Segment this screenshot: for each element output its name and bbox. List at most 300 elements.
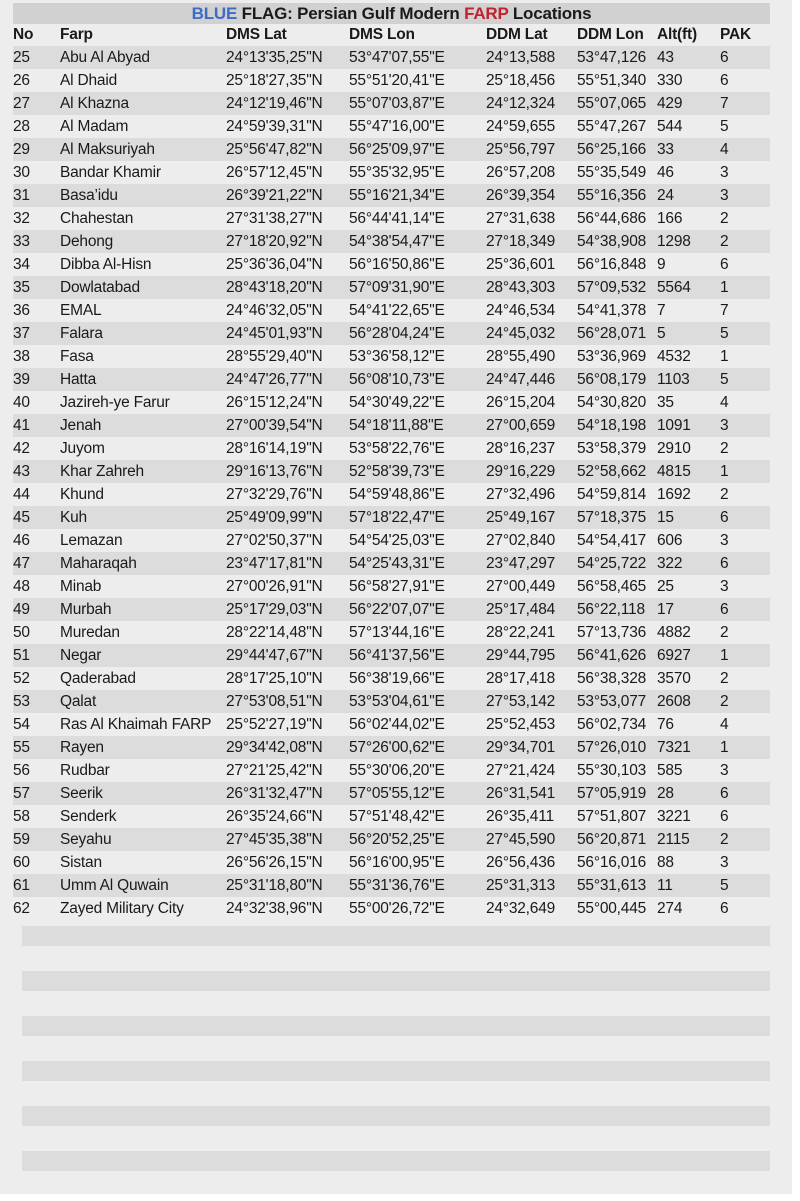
cell-ddm-lat: 29°16,229 bbox=[486, 463, 556, 480]
table-row bbox=[13, 322, 770, 345]
cell-no: 54 bbox=[13, 716, 30, 733]
cell-pak: 6 bbox=[720, 49, 729, 66]
cell-ddm-lat: 28°16,237 bbox=[486, 440, 556, 457]
cell-pak: 3 bbox=[720, 417, 729, 434]
cell-ddm-lat: 26°39,354 bbox=[486, 187, 556, 204]
table-row bbox=[13, 897, 770, 920]
cell-dms-lon: 54°30'49,22"E bbox=[349, 394, 445, 411]
cell-no: 60 bbox=[13, 854, 30, 871]
table-row bbox=[13, 805, 770, 828]
cell-ddm-lon: 55°47,267 bbox=[577, 118, 647, 135]
table-row bbox=[13, 161, 770, 184]
cell-farp: Rayen bbox=[60, 739, 104, 756]
cell-no: 50 bbox=[13, 624, 30, 641]
cell-alt-ft: 88 bbox=[657, 854, 674, 871]
cell-pak: 1 bbox=[720, 739, 729, 756]
cell-farp: Dibba Al-Hisn bbox=[60, 256, 152, 273]
header-dms-lat: DMS Lat bbox=[226, 26, 287, 43]
cell-no: 46 bbox=[13, 532, 30, 549]
cell-ddm-lon: 55°07,065 bbox=[577, 95, 647, 112]
cell-alt-ft: 9 bbox=[657, 256, 666, 273]
cell-no: 38 bbox=[13, 348, 30, 365]
cell-alt-ft: 46 bbox=[657, 164, 674, 181]
cell-dms-lon: 57°13'44,16"E bbox=[349, 624, 445, 641]
cell-pak: 2 bbox=[720, 624, 729, 641]
cell-farp: Al Madam bbox=[60, 118, 129, 135]
cell-farp: Al Maksuriyah bbox=[60, 141, 155, 158]
cell-farp: Qalat bbox=[60, 693, 97, 710]
cell-pak: 1 bbox=[720, 348, 729, 365]
cell-pak: 6 bbox=[720, 72, 729, 89]
cell-pak: 6 bbox=[720, 808, 729, 825]
title-segment-mid: FLAG: Persian Gulf Modern bbox=[237, 4, 465, 23]
cell-dms-lat: 24°32'38,96"N bbox=[226, 900, 323, 917]
title-segment-blue: BLUE bbox=[191, 4, 238, 23]
cell-ddm-lon: 56°41,626 bbox=[577, 647, 647, 664]
cell-dms-lon: 57°26'00,62"E bbox=[349, 739, 445, 756]
cell-no: 44 bbox=[13, 486, 30, 503]
cell-pak: 1 bbox=[720, 279, 729, 296]
cell-alt-ft: 429 bbox=[657, 95, 683, 112]
cell-pak: 2 bbox=[720, 831, 729, 848]
cell-ddm-lon: 55°35,549 bbox=[577, 164, 647, 181]
cell-ddm-lat: 26°56,436 bbox=[486, 854, 556, 871]
cell-dms-lon: 54°54'25,03"E bbox=[349, 532, 445, 549]
cell-farp: Hatta bbox=[60, 371, 97, 388]
cell-farp: Abu Al Abyad bbox=[60, 49, 150, 66]
cell-ddm-lon: 52°58,662 bbox=[577, 463, 647, 480]
cell-no: 49 bbox=[13, 601, 30, 618]
cell-farp: Fasa bbox=[60, 348, 94, 365]
cell-no: 58 bbox=[13, 808, 30, 825]
cell-dms-lon: 54°38'54,47"E bbox=[349, 233, 445, 250]
cell-ddm-lat: 26°57,208 bbox=[486, 164, 556, 181]
cell-ddm-lon: 55°30,103 bbox=[577, 762, 647, 779]
cell-farp: Qaderabad bbox=[60, 670, 136, 687]
cell-ddm-lon: 56°38,328 bbox=[577, 670, 647, 687]
cell-dms-lat: 29°34'42,08"N bbox=[226, 739, 323, 756]
header-ddm-lon: DDM Lon bbox=[577, 26, 644, 43]
cell-dms-lat: 27°21'25,42"N bbox=[226, 762, 323, 779]
empty-row-stripe bbox=[22, 1151, 770, 1171]
cell-no: 37 bbox=[13, 325, 30, 342]
cell-farp: Dehong bbox=[60, 233, 114, 250]
cell-pak: 3 bbox=[720, 854, 729, 871]
cell-ddm-lon: 56°20,871 bbox=[577, 831, 647, 848]
cell-dms-lat: 26°56'26,15"N bbox=[226, 854, 323, 871]
cell-dms-lon: 55°35'32,95"E bbox=[349, 164, 445, 181]
cell-no: 27 bbox=[13, 95, 30, 112]
cell-dms-lon: 56°44'41,14"E bbox=[349, 210, 445, 227]
cell-alt-ft: 35 bbox=[657, 394, 674, 411]
cell-ddm-lon: 55°00,445 bbox=[577, 900, 647, 917]
cell-dms-lat: 25°52'27,19"N bbox=[226, 716, 323, 733]
farp-locations-table bbox=[13, 24, 770, 920]
cell-no: 31 bbox=[13, 187, 30, 204]
cell-ddm-lat: 25°17,484 bbox=[486, 601, 556, 618]
table-row bbox=[13, 46, 770, 69]
cell-ddm-lat: 28°55,490 bbox=[486, 348, 556, 365]
cell-ddm-lat: 26°15,204 bbox=[486, 394, 556, 411]
cell-alt-ft: 4882 bbox=[657, 624, 691, 641]
cell-ddm-lon: 56°25,166 bbox=[577, 141, 647, 158]
cell-dms-lon: 53°58'22,76"E bbox=[349, 440, 445, 457]
empty-row-stripe bbox=[22, 1061, 770, 1081]
cell-dms-lat: 27°00'26,91"N bbox=[226, 578, 323, 595]
cell-pak: 3 bbox=[720, 578, 729, 595]
cell-alt-ft: 1298 bbox=[657, 233, 691, 250]
cell-dms-lon: 55°07'03,87"E bbox=[349, 95, 445, 112]
cell-dms-lat: 26°39'21,22"N bbox=[226, 187, 323, 204]
page-title bbox=[13, 3, 770, 24]
cell-no: 45 bbox=[13, 509, 30, 526]
cell-dms-lat: 24°45'01,93"N bbox=[226, 325, 323, 342]
cell-ddm-lon: 55°51,340 bbox=[577, 72, 647, 89]
cell-ddm-lat: 25°31,313 bbox=[486, 877, 556, 894]
cell-no: 52 bbox=[13, 670, 30, 687]
cell-alt-ft: 15 bbox=[657, 509, 674, 526]
cell-dms-lat: 27°45'35,38"N bbox=[226, 831, 323, 848]
cell-pak: 2 bbox=[720, 693, 729, 710]
header-alt-ft: Alt(ft) bbox=[657, 26, 697, 43]
cell-no: 26 bbox=[13, 72, 30, 89]
cell-pak: 1 bbox=[720, 647, 729, 664]
cell-ddm-lat: 27°18,349 bbox=[486, 233, 556, 250]
cell-ddm-lon: 56°28,071 bbox=[577, 325, 647, 342]
cell-ddm-lat: 27°45,590 bbox=[486, 831, 556, 848]
cell-alt-ft: 606 bbox=[657, 532, 683, 549]
cell-ddm-lat: 23°47,297 bbox=[486, 555, 556, 572]
cell-ddm-lat: 25°18,456 bbox=[486, 72, 556, 89]
cell-alt-ft: 5564 bbox=[657, 279, 691, 296]
cell-ddm-lon: 54°41,378 bbox=[577, 302, 647, 319]
cell-dms-lon: 52°58'39,73"E bbox=[349, 463, 445, 480]
cell-ddm-lon: 53°53,077 bbox=[577, 693, 647, 710]
cell-dms-lat: 24°13'35,25"N bbox=[226, 49, 323, 66]
cell-dms-lon: 56°28'04,24"E bbox=[349, 325, 445, 342]
cell-no: 28 bbox=[13, 118, 30, 135]
cell-pak: 4 bbox=[720, 394, 729, 411]
empty-row-stripe bbox=[22, 926, 770, 946]
cell-no: 56 bbox=[13, 762, 30, 779]
table-header-row bbox=[13, 24, 770, 46]
cell-ddm-lat: 26°35,411 bbox=[486, 808, 554, 825]
table-row bbox=[13, 391, 770, 414]
cell-alt-ft: 5 bbox=[657, 325, 666, 342]
cell-alt-ft: 1091 bbox=[657, 417, 691, 434]
cell-alt-ft: 2608 bbox=[657, 693, 691, 710]
cell-dms-lat: 26°15'12,24"N bbox=[226, 394, 323, 411]
cell-no: 25 bbox=[13, 49, 30, 66]
cell-farp: Sistan bbox=[60, 854, 102, 871]
empty-row-stripe bbox=[22, 1016, 770, 1036]
cell-dms-lat: 27°00'39,54"N bbox=[226, 417, 323, 434]
cell-dms-lon: 56°25'09,97"E bbox=[349, 141, 445, 158]
cell-pak: 6 bbox=[720, 785, 729, 802]
header-ddm-lat: DDM Lat bbox=[486, 26, 548, 43]
cell-dms-lat: 28°17'25,10"N bbox=[226, 670, 323, 687]
cell-pak: 5 bbox=[720, 325, 729, 342]
cell-ddm-lon: 54°38,908 bbox=[577, 233, 647, 250]
cell-alt-ft: 274 bbox=[657, 900, 683, 917]
table-row bbox=[13, 667, 770, 690]
cell-dms-lat: 28°43'18,20"N bbox=[226, 279, 323, 296]
cell-dms-lat: 27°32'29,76"N bbox=[226, 486, 323, 503]
cell-farp: Jazireh-ye Farur bbox=[60, 394, 170, 411]
cell-dms-lon: 56°38'19,66"E bbox=[349, 670, 445, 687]
cell-ddm-lon: 57°09,532 bbox=[577, 279, 647, 296]
cell-farp: Al Dhaid bbox=[60, 72, 117, 89]
cell-no: 55 bbox=[13, 739, 30, 756]
cell-farp: Al Khazna bbox=[60, 95, 129, 112]
cell-no: 30 bbox=[13, 164, 30, 181]
cell-dms-lon: 55°31'36,76"E bbox=[349, 877, 445, 894]
table-row bbox=[13, 690, 770, 713]
cell-dms-lon: 54°25'43,31"E bbox=[349, 555, 445, 572]
cell-dms-lon: 57°09'31,90"E bbox=[349, 279, 445, 296]
cell-ddm-lon: 56°44,686 bbox=[577, 210, 647, 227]
cell-alt-ft: 7321 bbox=[657, 739, 691, 756]
table-row bbox=[13, 506, 770, 529]
cell-dms-lat: 27°02'50,37"N bbox=[226, 532, 323, 549]
cell-dms-lat: 29°16'13,76"N bbox=[226, 463, 323, 480]
cell-dms-lat: 25°49'09,99"N bbox=[226, 509, 323, 526]
cell-pak: 3 bbox=[720, 187, 729, 204]
cell-ddm-lon: 56°08,179 bbox=[577, 371, 647, 388]
header-no: No bbox=[13, 26, 34, 43]
cell-ddm-lat: 24°13,588 bbox=[486, 49, 556, 66]
cell-ddm-lat: 25°56,797 bbox=[486, 141, 556, 158]
cell-pak: 7 bbox=[720, 95, 729, 112]
cell-ddm-lon: 55°16,356 bbox=[577, 187, 647, 204]
cell-dms-lon: 57°05'55,12"E bbox=[349, 785, 445, 802]
cell-dms-lon: 56°16'00,95"E bbox=[349, 854, 445, 871]
cell-dms-lat: 26°35'24,66"N bbox=[226, 808, 323, 825]
cell-ddm-lat: 27°00,659 bbox=[486, 417, 556, 434]
cell-pak: 6 bbox=[720, 900, 729, 917]
table-row bbox=[13, 529, 770, 552]
table-row bbox=[13, 575, 770, 598]
cell-ddm-lon: 57°18,375 bbox=[577, 509, 647, 526]
cell-dms-lon: 56°08'10,73"E bbox=[349, 371, 445, 388]
cell-alt-ft: 17 bbox=[657, 601, 674, 618]
cell-dms-lon: 57°51'48,42"E bbox=[349, 808, 445, 825]
empty-row-stripe bbox=[22, 1106, 770, 1126]
cell-ddm-lat: 25°52,453 bbox=[486, 716, 556, 733]
cell-farp: Senderk bbox=[60, 808, 117, 825]
table-row bbox=[13, 368, 770, 391]
cell-dms-lat: 25°56'47,82"N bbox=[226, 141, 323, 158]
cell-ddm-lat: 24°59,655 bbox=[486, 118, 556, 135]
cell-dms-lon: 56°02'44,02"E bbox=[349, 716, 445, 733]
cell-dms-lon: 55°00'26,72"E bbox=[349, 900, 445, 917]
cell-pak: 2 bbox=[720, 486, 729, 503]
cell-no: 43 bbox=[13, 463, 30, 480]
cell-dms-lat: 27°31'38,27"N bbox=[226, 210, 323, 227]
cell-ddm-lat: 28°43,303 bbox=[486, 279, 556, 296]
table-row bbox=[13, 782, 770, 805]
cell-ddm-lat: 27°02,840 bbox=[486, 532, 556, 549]
cell-alt-ft: 2115 bbox=[657, 831, 690, 848]
cell-alt-ft: 4815 bbox=[657, 463, 691, 480]
table-row bbox=[13, 483, 770, 506]
table-row bbox=[13, 414, 770, 437]
cell-no: 40 bbox=[13, 394, 30, 411]
cell-dms-lon: 55°30'06,20"E bbox=[349, 762, 445, 779]
table-row bbox=[13, 851, 770, 874]
cell-farp: Basa’idu bbox=[60, 187, 118, 204]
cell-ddm-lon: 57°26,010 bbox=[577, 739, 647, 756]
cell-pak: 2 bbox=[720, 440, 729, 457]
cell-ddm-lon: 53°58,379 bbox=[577, 440, 647, 457]
cell-alt-ft: 166 bbox=[657, 210, 683, 227]
cell-pak: 2 bbox=[720, 210, 729, 227]
cell-pak: 5 bbox=[720, 371, 729, 388]
cell-pak: 5 bbox=[720, 877, 729, 894]
cell-dms-lon: 53°53'04,61"E bbox=[349, 693, 445, 710]
table-row bbox=[13, 598, 770, 621]
cell-pak: 3 bbox=[720, 762, 729, 779]
table-row bbox=[13, 759, 770, 782]
cell-pak: 3 bbox=[720, 164, 729, 181]
cell-farp: Jenah bbox=[60, 417, 102, 434]
cell-pak: 4 bbox=[720, 716, 729, 733]
cell-ddm-lon: 57°05,919 bbox=[577, 785, 647, 802]
cell-alt-ft: 3570 bbox=[657, 670, 691, 687]
table-row bbox=[13, 253, 770, 276]
cell-pak: 6 bbox=[720, 601, 729, 618]
cell-alt-ft: 43 bbox=[657, 49, 674, 66]
cell-farp: Muredan bbox=[60, 624, 120, 641]
cell-ddm-lat: 27°53,142 bbox=[486, 693, 556, 710]
cell-ddm-lon: 55°31,613 bbox=[577, 877, 647, 894]
table-row bbox=[13, 69, 770, 92]
cell-ddm-lat: 28°22,241 bbox=[486, 624, 556, 641]
cell-farp: Maharaqah bbox=[60, 555, 137, 572]
cell-alt-ft: 330 bbox=[657, 72, 683, 89]
cell-dms-lon: 56°22'07,07"E bbox=[349, 601, 445, 618]
cell-alt-ft: 24 bbox=[657, 187, 674, 204]
cell-ddm-lat: 27°00,449 bbox=[486, 578, 556, 595]
cell-dms-lon: 54°59'48,86"E bbox=[349, 486, 445, 503]
cell-ddm-lat: 27°21,424 bbox=[486, 762, 556, 779]
cell-alt-ft: 11 bbox=[657, 877, 673, 894]
farp-table-body bbox=[13, 46, 770, 920]
cell-ddm-lon: 53°36,969 bbox=[577, 348, 647, 365]
cell-dms-lat: 29°44'47,67"N bbox=[226, 647, 323, 664]
cell-dms-lat: 26°31'32,47"N bbox=[226, 785, 323, 802]
cell-ddm-lon: 56°02,734 bbox=[577, 716, 647, 733]
cell-dms-lat: 24°47'26,77"N bbox=[226, 371, 323, 388]
cell-alt-ft: 585 bbox=[657, 762, 683, 779]
cell-alt-ft: 6927 bbox=[657, 647, 691, 664]
table-row bbox=[13, 713, 770, 736]
cell-farp: EMAL bbox=[60, 302, 102, 319]
cell-dms-lat: 25°17'29,03"N bbox=[226, 601, 323, 618]
table-row bbox=[13, 345, 770, 368]
cell-dms-lat: 25°31'18,80"N bbox=[226, 877, 323, 894]
cell-dms-lat: 27°18'20,92"N bbox=[226, 233, 323, 250]
table-row bbox=[13, 115, 770, 138]
cell-no: 42 bbox=[13, 440, 30, 457]
cell-pak: 4 bbox=[720, 141, 729, 158]
cell-ddm-lon: 54°30,820 bbox=[577, 394, 647, 411]
cell-farp: Zayed Military City bbox=[60, 900, 184, 917]
cell-farp: Ras Al Khaimah FARP bbox=[60, 716, 212, 733]
cell-dms-lon: 57°18'22,47"E bbox=[349, 509, 445, 526]
cell-farp: Khar Zahreh bbox=[60, 463, 144, 480]
header-farp: Farp bbox=[60, 26, 93, 43]
cell-ddm-lon: 56°58,465 bbox=[577, 578, 647, 595]
cell-farp: Seerik bbox=[60, 785, 103, 802]
cell-dms-lon: 56°20'52,25"E bbox=[349, 831, 445, 848]
cell-alt-ft: 322 bbox=[657, 555, 683, 572]
table-row bbox=[13, 230, 770, 253]
cell-pak: 6 bbox=[720, 555, 729, 572]
cell-ddm-lat: 29°44,795 bbox=[486, 647, 556, 664]
cell-ddm-lat: 28°17,418 bbox=[486, 670, 556, 687]
cell-ddm-lon: 54°54,417 bbox=[577, 532, 647, 549]
cell-alt-ft: 1692 bbox=[657, 486, 691, 503]
table-row bbox=[13, 207, 770, 230]
title-segment-end: Locations bbox=[508, 4, 592, 23]
cell-ddm-lat: 24°46,534 bbox=[486, 302, 556, 319]
cell-alt-ft: 3221 bbox=[657, 808, 691, 825]
cell-farp: Falara bbox=[60, 325, 103, 342]
cell-alt-ft: 4532 bbox=[657, 348, 691, 365]
cell-alt-ft: 33 bbox=[657, 141, 674, 158]
cell-no: 34 bbox=[13, 256, 30, 273]
cell-ddm-lat: 27°32,496 bbox=[486, 486, 556, 503]
cell-no: 32 bbox=[13, 210, 30, 227]
cell-ddm-lon: 54°25,722 bbox=[577, 555, 647, 572]
cell-dms-lon: 56°58'27,91"E bbox=[349, 578, 445, 595]
cell-ddm-lat: 24°12,324 bbox=[486, 95, 556, 112]
cell-dms-lat: 24°46'32,05"N bbox=[226, 302, 323, 319]
cell-ddm-lon: 56°16,016 bbox=[577, 854, 647, 871]
cell-ddm-lat: 26°31,541 bbox=[486, 785, 556, 802]
cell-alt-ft: 2910 bbox=[657, 440, 691, 457]
cell-pak: 5 bbox=[720, 118, 729, 135]
cell-ddm-lon: 56°16,848 bbox=[577, 256, 647, 273]
cell-ddm-lon: 57°13,736 bbox=[577, 624, 647, 641]
table-row bbox=[13, 828, 770, 851]
header-pak: PAK bbox=[720, 26, 751, 43]
cell-alt-ft: 25 bbox=[657, 578, 674, 595]
empty-row-stripe bbox=[22, 971, 770, 991]
cell-ddm-lat: 24°45,032 bbox=[486, 325, 556, 342]
cell-ddm-lat: 29°34,701 bbox=[486, 739, 556, 756]
cell-pak: 6 bbox=[720, 509, 729, 526]
cell-alt-ft: 544 bbox=[657, 118, 683, 135]
cell-no: 62 bbox=[13, 900, 30, 917]
cell-farp: Murbah bbox=[60, 601, 112, 618]
cell-no: 47 bbox=[13, 555, 30, 572]
cell-dms-lat: 26°57'12,45"N bbox=[226, 164, 323, 181]
cell-farp: Kuh bbox=[60, 509, 87, 526]
cell-dms-lon: 53°47'07,55"E bbox=[349, 49, 445, 66]
cell-dms-lon: 53°36'58,12"E bbox=[349, 348, 445, 365]
cell-pak: 2 bbox=[720, 670, 729, 687]
cell-alt-ft: 28 bbox=[657, 785, 674, 802]
table-row bbox=[13, 138, 770, 161]
cell-alt-ft: 1103 bbox=[657, 371, 690, 388]
cell-ddm-lon: 57°51,807 bbox=[577, 808, 647, 825]
table-row bbox=[13, 460, 770, 483]
cell-dms-lat: 25°18'27,35"N bbox=[226, 72, 323, 89]
table-row bbox=[13, 437, 770, 460]
cell-dms-lat: 25°36'36,04"N bbox=[226, 256, 323, 273]
